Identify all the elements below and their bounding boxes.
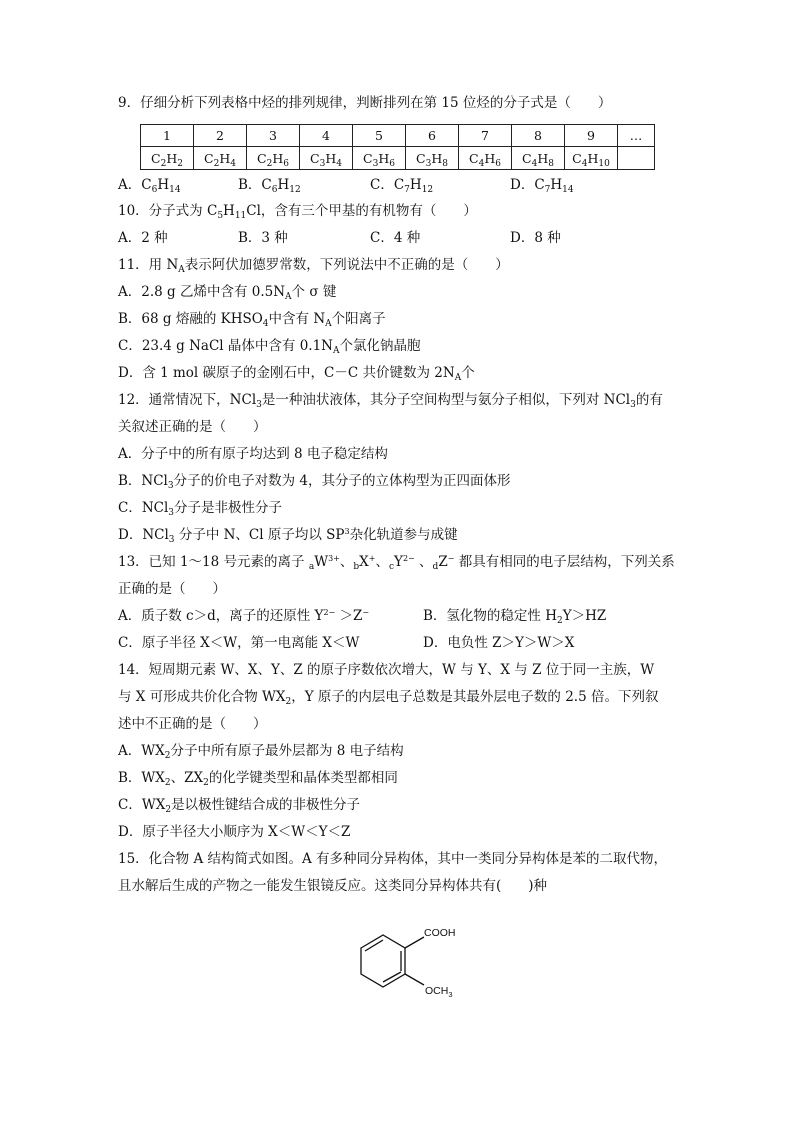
q10-option-a: A．2 种 xyxy=(118,230,168,246)
q12-stem-line1: 12．通常情况下，NCl$_3$是一种油状液体，其分子空间构型与氨分子相似，下列对 NCl$_3$的有 xyxy=(118,392,663,410)
q13-option-a: A．质子数 c＞d，离子的还原性 $Y^{2-} >Z^-$ xyxy=(118,608,370,624)
och3-label: $OCH_3$ xyxy=(425,985,453,999)
table-cell: … xyxy=(618,125,655,147)
benzene-ring xyxy=(361,935,405,987)
och3-bond xyxy=(405,974,424,985)
table-cell: 8 xyxy=(512,125,565,147)
q15-stem-line1: 15．化合物 A 结构简式如图。A 有多种同分异构体，其中一类同分异构体是苯的二取代物， xyxy=(118,851,668,867)
hydrocarbon-table xyxy=(140,124,655,170)
q13-stem-line2: 正确的是（ ） xyxy=(118,581,226,597)
q12-option-b: B．NCl$_3$分子的价电子对数为 4，其分子的立体构型为正四面体形 xyxy=(118,473,511,491)
formula-cell xyxy=(618,147,655,170)
q10-stem: 10．分子式为 $C_5H_{11}Cl$，含有三个甲基的有机物有（ ） xyxy=(118,203,477,221)
q12-option-a: A．分子中的所有原子均达到 8 电子稳定结构 xyxy=(118,446,388,462)
cooh-bond xyxy=(405,937,424,948)
q9-option-d: D．$C_7H_{14}$ xyxy=(510,177,574,195)
q11-option-b: B．68 g 熔融的 $KHSO_4$中含有 $N_A$个阳离子 xyxy=(118,311,386,329)
formula-cell: $C_4H_8$ xyxy=(512,147,565,170)
compound-a-structure xyxy=(328,926,488,1026)
q11-stem: 11．用 $N_A$表示阿伏加德罗常数，下列说法中不正确的是（ ） xyxy=(118,257,509,275)
q14-option-d: D．原子半径大小顺序为 X＜W＜Y＜Z xyxy=(118,824,351,840)
table-row-formula xyxy=(141,147,655,170)
q12-option-c: C．NCl$_3$分子是非极性分子 xyxy=(118,500,283,518)
q11-option-d: D．含 1 mol 碳原子的金刚石中，C－C 共价键数为 $2N_A$个 xyxy=(118,365,475,383)
formula-cell: $C_2H_4$ xyxy=(194,147,247,170)
q11-option-a: A．2.8 g 乙烯中含有 $0.5N_A$个 σ 键 xyxy=(118,284,337,302)
q14-stem-line2: 与 X 可形成共价化合物 $WX_2$，Y 原子的内层电子总数是其最外层电子数的 2.5 倍。下列叙 xyxy=(118,689,659,707)
q10-option-d: D．8 种 xyxy=(510,230,561,246)
table-cell: 9 xyxy=(565,125,618,147)
formula-cell: $C_4H_{10}$ xyxy=(565,147,618,170)
q13-option-b: B．氢化物的稳定性 $H_2Y>HZ$ xyxy=(423,608,607,626)
q14-stem-line1: 14．短周期元素 W、X、Y、Z 的原子序数依次增大，W 与 Y、X 与 Z 位于同一主族，W xyxy=(118,662,655,678)
table-cell: 3 xyxy=(247,125,300,147)
table-cell: 5 xyxy=(353,125,406,147)
table-cell: 7 xyxy=(459,125,512,147)
q9-stem: 9．仔细分析下列表格中烃的排列规律，判断排列在第 15 位烃的分子式是（ ） xyxy=(118,95,612,111)
q9-option-a: A．$C_6H_{14}$ xyxy=(118,177,181,195)
q12-option-d: D．NCl$_3$ 分子中 N、Cl 原子均以 $SP^3$杂化轨道参与成键 xyxy=(118,527,458,545)
formula-cell: $C_4H_6$ xyxy=(459,147,512,170)
q13-option-d: D．电负性 Z＞Y＞W＞X xyxy=(423,635,575,651)
q14-option-a: A．$WX_2$分子中所有原子最外层都为 8 电子结构 xyxy=(118,743,404,761)
q14-option-b: B．$WX_2$、$ZX_2$的化学键类型和晶体类型都相同 xyxy=(118,770,398,788)
double-bond xyxy=(383,972,401,982)
q11-option-c: C．23.4 g NaCl 晶体中含有 $0.1N_A$个氯化钠晶胞 xyxy=(118,338,421,356)
formula-cell: $C_3H_6$ xyxy=(353,147,406,170)
q12-stem-line2: 关叙述正确的是（ ） xyxy=(118,419,267,435)
table-cell: 1 xyxy=(141,125,194,147)
table-row-index xyxy=(141,125,655,147)
table-cell: 4 xyxy=(300,125,353,147)
formula-cell: $C_3H_4$ xyxy=(300,147,353,170)
q14-stem-line3: 述中不正确的是（ ） xyxy=(118,716,267,732)
table-cell: 2 xyxy=(194,125,247,147)
q10-option-c: C．4 种 xyxy=(370,230,421,246)
q13-stem-line1: 13．已知 1～18 号元素的离子 $_aW^{3+}$、$_b$X+、$_cY^{2-}$ 、$_d$Z− 都具有相同的电子层结构，下列关系 xyxy=(118,554,675,572)
cooh-label: COOH xyxy=(424,927,456,939)
q10-option-b: B．3 种 xyxy=(238,230,288,246)
q9-option-c: C．$C_7H_{12}$ xyxy=(370,177,434,195)
formula-cell: $C_2H_2$ xyxy=(141,147,194,170)
double-bond xyxy=(365,940,383,951)
q13-option-c: C．原子半径 X＜W，第一电离能 X＜W xyxy=(118,635,360,651)
table-cell: 6 xyxy=(406,125,459,147)
formula-cell: $C_3H_8$ xyxy=(406,147,459,170)
q15-stem-line2: 且水解后生成的产物之一能发生银镜反应。这类同分异构体共有( )种 xyxy=(118,878,548,894)
formula-cell: $C_2H_6$ xyxy=(247,147,300,170)
q14-option-c: C．$WX_2$是以极性键结合成的非极性分子 xyxy=(118,797,361,815)
q9-option-b: B．$C_6H_{12}$ xyxy=(238,177,301,195)
